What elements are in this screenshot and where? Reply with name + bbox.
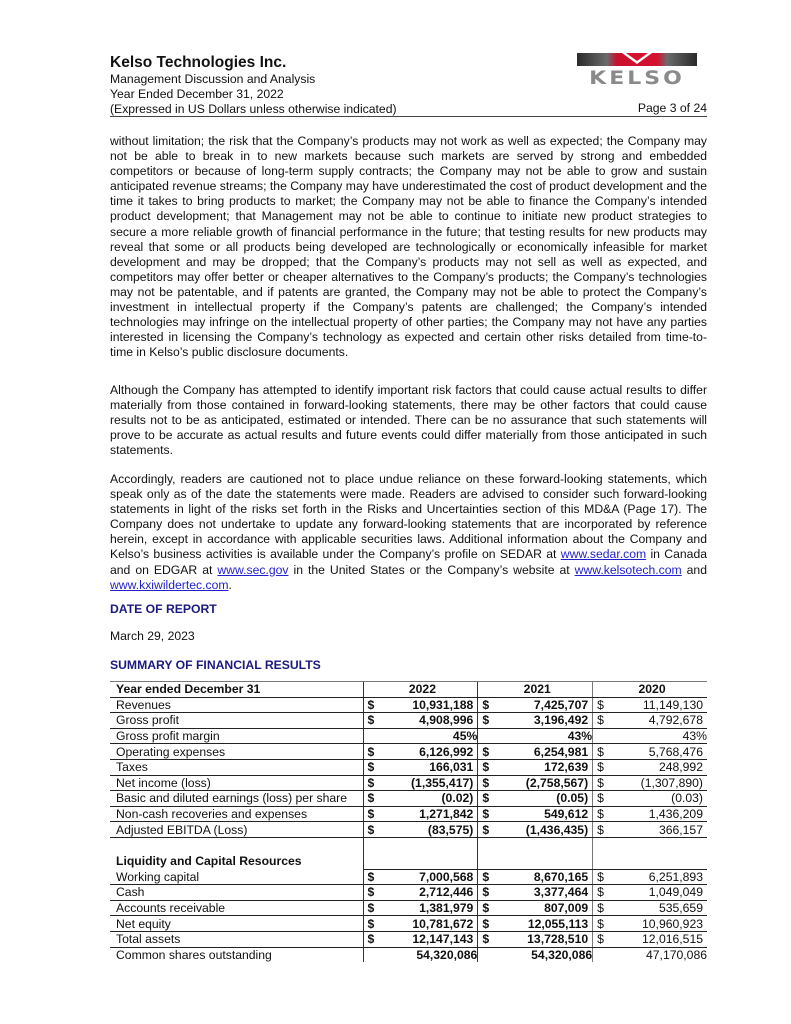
date-of-report-value: March 29, 2023 — [110, 629, 195, 643]
column-header-year: 2020 — [593, 682, 707, 698]
table-header-row — [110, 682, 707, 698]
row-value: 12,147,143 — [381, 931, 478, 947]
currency-symbol: $ — [363, 900, 381, 916]
paragraph-risk-factors: Although the Company has attempted to identify important risk factors that could cause actual results to differ materially from those contained in forward-looking statements, there may be other factors that could cause results not to be as anticipated, estimated or intended. There can be no assurance that such statements will prove to be accurate as actual results and future events could differ materially from those anticipated in such statements. — [110, 383, 707, 458]
row-value: 10,781,672 — [381, 916, 478, 932]
row-label: Cash — [110, 885, 363, 901]
row-value: (1,436,435) — [496, 822, 593, 838]
spacer-cell — [363, 854, 478, 869]
row-value: 1,436,209 — [610, 806, 707, 822]
row-value: 4,792,678 — [610, 713, 707, 729]
spacer-cell — [593, 837, 707, 854]
row-value: 2,712,446 — [381, 885, 478, 901]
row-value: 54,320,086 — [363, 947, 478, 962]
kelso-logo — [577, 53, 697, 91]
currency-symbol: $ — [478, 931, 496, 947]
row-label: Total assets — [110, 931, 363, 947]
logo-chevron-inner — [626, 53, 648, 61]
row-value: 6,126,992 — [381, 744, 478, 760]
report-title: Management Discussion and Analysis — [110, 72, 316, 86]
row-label: Gross profit margin — [110, 728, 363, 744]
table-row — [110, 822, 707, 838]
currency-symbol: $ — [593, 759, 611, 775]
currency-symbol: $ — [363, 775, 381, 791]
row-value: (1,307,890) — [610, 775, 707, 791]
row-value: 549,612 — [496, 806, 593, 822]
currency-symbol: $ — [593, 744, 611, 760]
spacer-cell — [478, 854, 593, 869]
row-value: (83,575) — [381, 822, 478, 838]
logo-wordmark: KELSO — [589, 67, 685, 90]
row-value: 366,157 — [610, 822, 707, 838]
caution-text-c: in the United States or the Company’s website at — [288, 562, 575, 577]
row-value: 1,271,842 — [381, 806, 478, 822]
summary-heading: SUMMARY OF FINANCIAL RESULTS — [110, 658, 321, 672]
table-spacer-row — [110, 837, 707, 854]
caution-text-e: . — [228, 577, 232, 592]
row-value: 8,670,165 — [496, 869, 593, 885]
paragraph-caution — [110, 472, 707, 593]
currency-symbol: $ — [478, 697, 496, 713]
row-value: 166,031 — [381, 759, 478, 775]
row-value: 5,768,476 — [610, 744, 707, 760]
currency-symbol: $ — [363, 713, 381, 729]
table-row — [110, 713, 707, 729]
currency-symbol: $ — [478, 759, 496, 775]
currency-symbol: $ — [593, 713, 611, 729]
row-value: 1,381,979 — [381, 900, 478, 916]
spacer-cell — [593, 854, 707, 869]
row-value: (0.02) — [381, 791, 478, 807]
currency-symbol: $ — [593, 916, 611, 932]
row-label: Adjusted EBITDA (Loss) — [110, 822, 363, 838]
column-header-year: 2021 — [478, 682, 593, 698]
row-label: Operating expenses — [110, 744, 363, 760]
table-row — [110, 759, 707, 775]
header-divider — [110, 116, 707, 117]
caution-text-d: and — [681, 562, 707, 577]
column-header-year: 2022 — [363, 682, 478, 698]
spacer-cell — [110, 837, 363, 854]
row-label: Net equity — [110, 916, 363, 932]
currency-symbol: $ — [478, 713, 496, 729]
currency-symbol: $ — [363, 822, 381, 838]
row-value: 807,009 — [496, 900, 593, 916]
table-row — [110, 728, 707, 744]
row-value: 10,960,923 — [610, 916, 707, 932]
row-value: 47,170,086 — [593, 947, 707, 962]
report-period: Year Ended December 31, 2022 — [110, 87, 284, 101]
table-row — [110, 697, 707, 713]
table-row — [110, 947, 707, 962]
row-value: 10,931,188 — [381, 697, 478, 713]
currency-symbol: $ — [478, 822, 496, 838]
currency-symbol: $ — [478, 869, 496, 885]
link-sedar[interactable]: www.sedar.com — [560, 547, 647, 562]
column-header-label: Year ended December 31 — [110, 682, 363, 698]
row-value: 3,377,464 — [496, 885, 593, 901]
currency-symbol: $ — [593, 806, 611, 822]
row-value: 1,049,049 — [610, 885, 707, 901]
row-label: Gross profit — [110, 713, 363, 729]
row-value: 12,055,113 — [496, 916, 593, 932]
currency-note: (Expressed in US Dollars unless otherwise indicated) — [110, 102, 397, 116]
currency-symbol: $ — [478, 900, 496, 916]
row-label: Working capital — [110, 869, 363, 885]
currency-symbol: $ — [593, 775, 611, 791]
currency-symbol: $ — [363, 806, 381, 822]
currency-symbol: $ — [363, 869, 381, 885]
currency-symbol: $ — [593, 900, 611, 916]
link-kelsotech[interactable]: www.kelsotech.com — [574, 562, 682, 577]
currency-symbol: $ — [363, 885, 381, 901]
row-value: 172,639 — [496, 759, 593, 775]
currency-symbol: $ — [478, 775, 496, 791]
row-value: (2,758,567) — [496, 775, 593, 791]
currency-symbol: $ — [363, 916, 381, 932]
currency-symbol: $ — [363, 744, 381, 760]
currency-symbol: $ — [363, 931, 381, 947]
row-label: Non-cash recoveries and expenses — [110, 806, 363, 822]
currency-symbol: $ — [478, 885, 496, 901]
row-label: Accounts receivable — [110, 900, 363, 916]
table-row — [110, 869, 707, 885]
company-name: Kelso Technologies Inc. — [110, 54, 287, 71]
paragraph-risks: without limitation; the risk that the Company’s products may not work as well as expected; the Company may not be able to break in to new markets because such markets are served by strong and embedded competitors or because of long-term supply contracts; the Company may not be able to grow and sustain anticipated revenue streams; the Company may have underestimated the cost of product development and the time it takes to bring products to market; the Company may not be able to finance the Company’s intended product development; that Management may not be able to continue to initiate new product strategies to secure a more reliable growth of financial performance in the future; that testing results for new products may reveal that some or all products being developed are technologically or economically infeasible for market development and may be dropped; that the Company’s products may not sell as well as expected, and competitors may offer better or cheaper alternatives to the Company’s products; the Company’s technologies may not be patentable, and if patents are granted, the Company may not be able to protect the Company’s investment in intellectual property if the Company’s patents are challenged; the Company’s intended technologies may infringe on the intellectual property of other parties; the Company may not have any parties interested in licensing the Company’s technology as expected and certain other risks detailed from time-to-time in Kelso’s public disclosure documents. — [110, 134, 707, 360]
link-kxiwildertec[interactable]: www.kxiwildertec.com — [110, 577, 229, 592]
row-value: 535,659 — [610, 900, 707, 916]
row-label: Net income (loss) — [110, 775, 363, 791]
row-label: Revenues — [110, 697, 363, 713]
row-value: (0.03) — [610, 791, 707, 807]
row-value: 45% — [363, 728, 478, 744]
row-value: 3,196,492 — [496, 713, 593, 729]
row-label: Taxes — [110, 759, 363, 775]
row-value: 43% — [478, 728, 593, 744]
currency-symbol: $ — [478, 791, 496, 807]
currency-symbol: $ — [593, 822, 611, 838]
currency-symbol: $ — [593, 791, 611, 807]
table-row — [110, 916, 707, 932]
caution-text-b: in Canada and on EDGAR at — [110, 547, 708, 577]
currency-symbol: $ — [593, 885, 611, 901]
row-label: Common shares outstanding — [116, 947, 272, 962]
row-value: 11,149,130 — [610, 697, 707, 713]
table-row — [110, 885, 707, 901]
row-value: (0.05) — [496, 791, 593, 807]
currency-symbol: $ — [363, 791, 381, 807]
table-row — [110, 900, 707, 916]
financial-summary-table — [110, 681, 707, 962]
row-value: 7,000,568 — [381, 869, 478, 885]
currency-symbol: $ — [593, 869, 611, 885]
row-value: 6,254,981 — [496, 744, 593, 760]
section-header-row — [110, 854, 707, 869]
section-header-label: Liquidity and Capital Resources — [116, 854, 302, 869]
table-row — [110, 744, 707, 760]
row-value: 7,425,707 — [496, 697, 593, 713]
row-value: 248,992 — [610, 759, 707, 775]
row-value: 43% — [593, 728, 707, 744]
currency-symbol: $ — [478, 744, 496, 760]
caution-text-a: Accordingly, readers are cautioned not to place undue reliance on these forward-looking statements, which speak only as of the date the statements were made. Readers are advised to consider such forward-looking statements in light of the risks set forth in the Risks and Uncertainties section of this MD&A (Page 17). The Company does not undertake to update any forward-looking statements that are incorporated by reference herein, except in accordance with applicable securities laws. Additional information about the Company and Kelso’s business activities is available under the Company’s profile on SEDAR at — [110, 472, 707, 562]
currency-symbol: $ — [363, 697, 381, 713]
page-number: Page 3 of 24 — [637, 101, 707, 115]
spacer-cell — [363, 837, 478, 854]
row-value: 13,728,510 — [496, 931, 593, 947]
spacer-cell — [478, 837, 593, 854]
currency-symbol: $ — [593, 697, 611, 713]
currency-symbol: $ — [478, 806, 496, 822]
table-row — [110, 775, 707, 791]
table-row — [110, 931, 707, 947]
currency-symbol: $ — [363, 759, 381, 775]
row-value: 54,320,086 — [478, 947, 593, 962]
link-sec[interactable]: www.sec.gov — [217, 562, 289, 577]
row-value: 6,251,893 — [610, 869, 707, 885]
row-value: 12,016,515 — [610, 931, 707, 947]
row-value: (1,355,417) — [381, 775, 478, 791]
table-row — [110, 791, 707, 807]
row-value: 4,908,996 — [381, 713, 478, 729]
currency-symbol: $ — [593, 931, 611, 947]
currency-symbol: $ — [478, 916, 496, 932]
date-of-report-heading: DATE OF REPORT — [110, 602, 217, 616]
table-row — [110, 806, 707, 822]
row-label: Basic and diluted earnings (loss) per share — [110, 791, 363, 807]
